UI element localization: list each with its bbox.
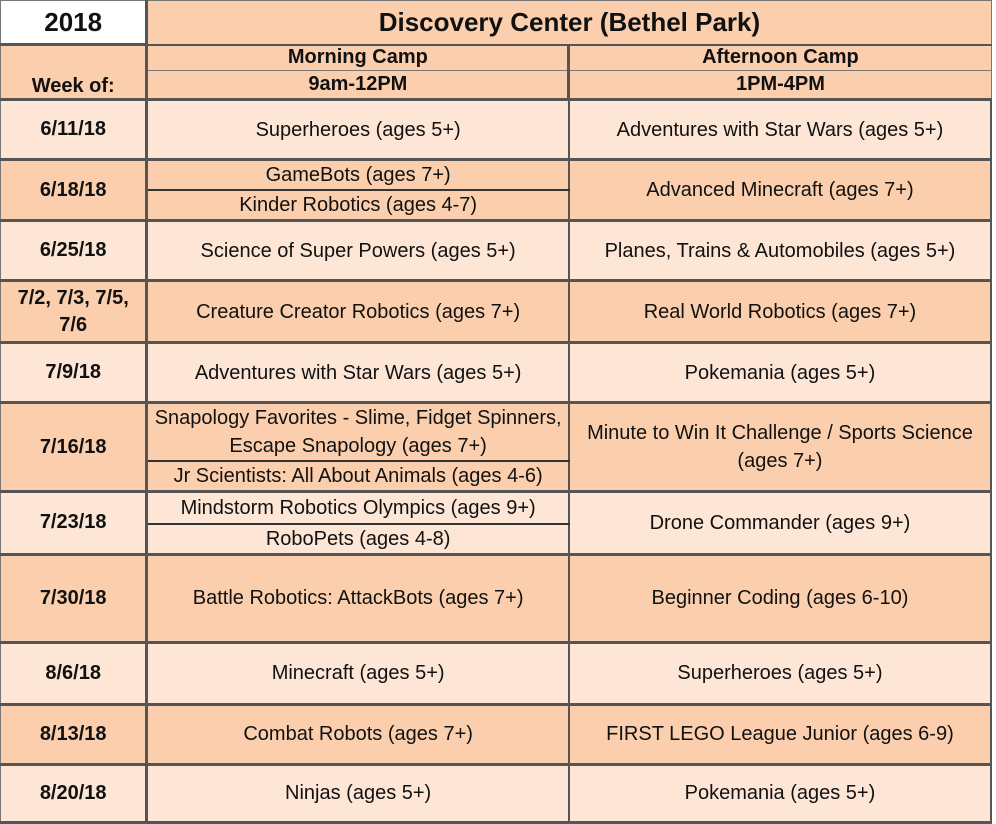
afternoon-camp-cell: Minute to Win It Challenge / Sports Science (ages 7+) xyxy=(569,403,991,492)
afternoon-camp-cell: Real World Robotics (ages 7+) xyxy=(569,281,991,343)
week-date: 8/6/18 xyxy=(1,642,147,704)
afternoon-camp-cell: Beginner Coding (ages 6-10) xyxy=(569,554,991,642)
morning-camp-cell: Snapology Favorites - Slime, Fidget Spinners, Escape Snapology (ages 7+) xyxy=(147,403,569,462)
afternoon-camp-cell: Pokemania (ages 5+) xyxy=(569,343,991,403)
week-date: 6/11/18 xyxy=(1,100,147,160)
week-date: 8/20/18 xyxy=(1,764,147,822)
morning-camp-cell: Battle Robotics: AttackBots (ages 7+) xyxy=(147,554,569,642)
morning-camp-cell: Kinder Robotics (ages 4-7) xyxy=(147,190,569,221)
week-date: 7/9/18 xyxy=(1,343,147,403)
afternoon-time-header: 1PM-4PM xyxy=(569,71,991,100)
morning-camp-cell: RoboPets (ages 4-8) xyxy=(147,524,569,555)
week-date: 8/13/18 xyxy=(1,704,147,764)
week-date: 7/23/18 xyxy=(1,492,147,555)
week-date: 6/25/18 xyxy=(1,221,147,281)
afternoon-camp-cell: Pokemania (ages 5+) xyxy=(569,764,991,822)
morning-camp-cell: Mindstorm Robotics Olympics (ages 9+) xyxy=(147,492,569,524)
year-cell: 2018 xyxy=(1,1,147,45)
afternoon-camp-cell: Adventures with Star Wars (ages 5+) xyxy=(569,100,991,160)
morning-camp-cell: Superheroes (ages 5+) xyxy=(147,100,569,160)
week-date: 7/30/18 xyxy=(1,554,147,642)
morning-time-header: 9am-12PM xyxy=(147,71,569,100)
afternoon-camp-cell: Advanced Minecraft (ages 7+) xyxy=(569,160,991,221)
morning-camp-cell: Science of Super Powers (ages 5+) xyxy=(147,221,569,281)
morning-camp-cell: GameBots (ages 7+) xyxy=(147,160,569,191)
morning-camp-cell: Adventures with Star Wars (ages 5+) xyxy=(147,343,569,403)
afternoon-camp-header: Afternoon Camp xyxy=(569,45,991,71)
morning-camp-cell: Ninjas (ages 5+) xyxy=(147,764,569,822)
center-title: Discovery Center (Bethel Park) xyxy=(147,1,991,45)
week-date: 6/18/18 xyxy=(1,160,147,221)
morning-camp-cell: Creature Creator Robotics (ages 7+) xyxy=(147,281,569,343)
afternoon-camp-cell: Superheroes (ages 5+) xyxy=(569,642,991,704)
morning-camp-cell: Combat Robots (ages 7+) xyxy=(147,704,569,764)
afternoon-camp-cell: Planes, Trains & Automobiles (ages 5+) xyxy=(569,221,991,281)
morning-camp-cell: Jr Scientists: All About Animals (ages 4-6) xyxy=(147,461,569,492)
week-of-header: Week of: xyxy=(1,45,147,100)
afternoon-camp-cell: Drone Commander (ages 9+) xyxy=(569,492,991,555)
morning-camp-cell: Minecraft (ages 5+) xyxy=(147,642,569,704)
morning-camp-header: Morning Camp xyxy=(147,45,569,71)
week-date: 7/2, 7/3, 7/5, 7/6 xyxy=(1,281,147,343)
week-date: 7/16/18 xyxy=(1,403,147,492)
afternoon-camp-cell: FIRST LEGO League Junior (ages 6-9) xyxy=(569,704,991,764)
